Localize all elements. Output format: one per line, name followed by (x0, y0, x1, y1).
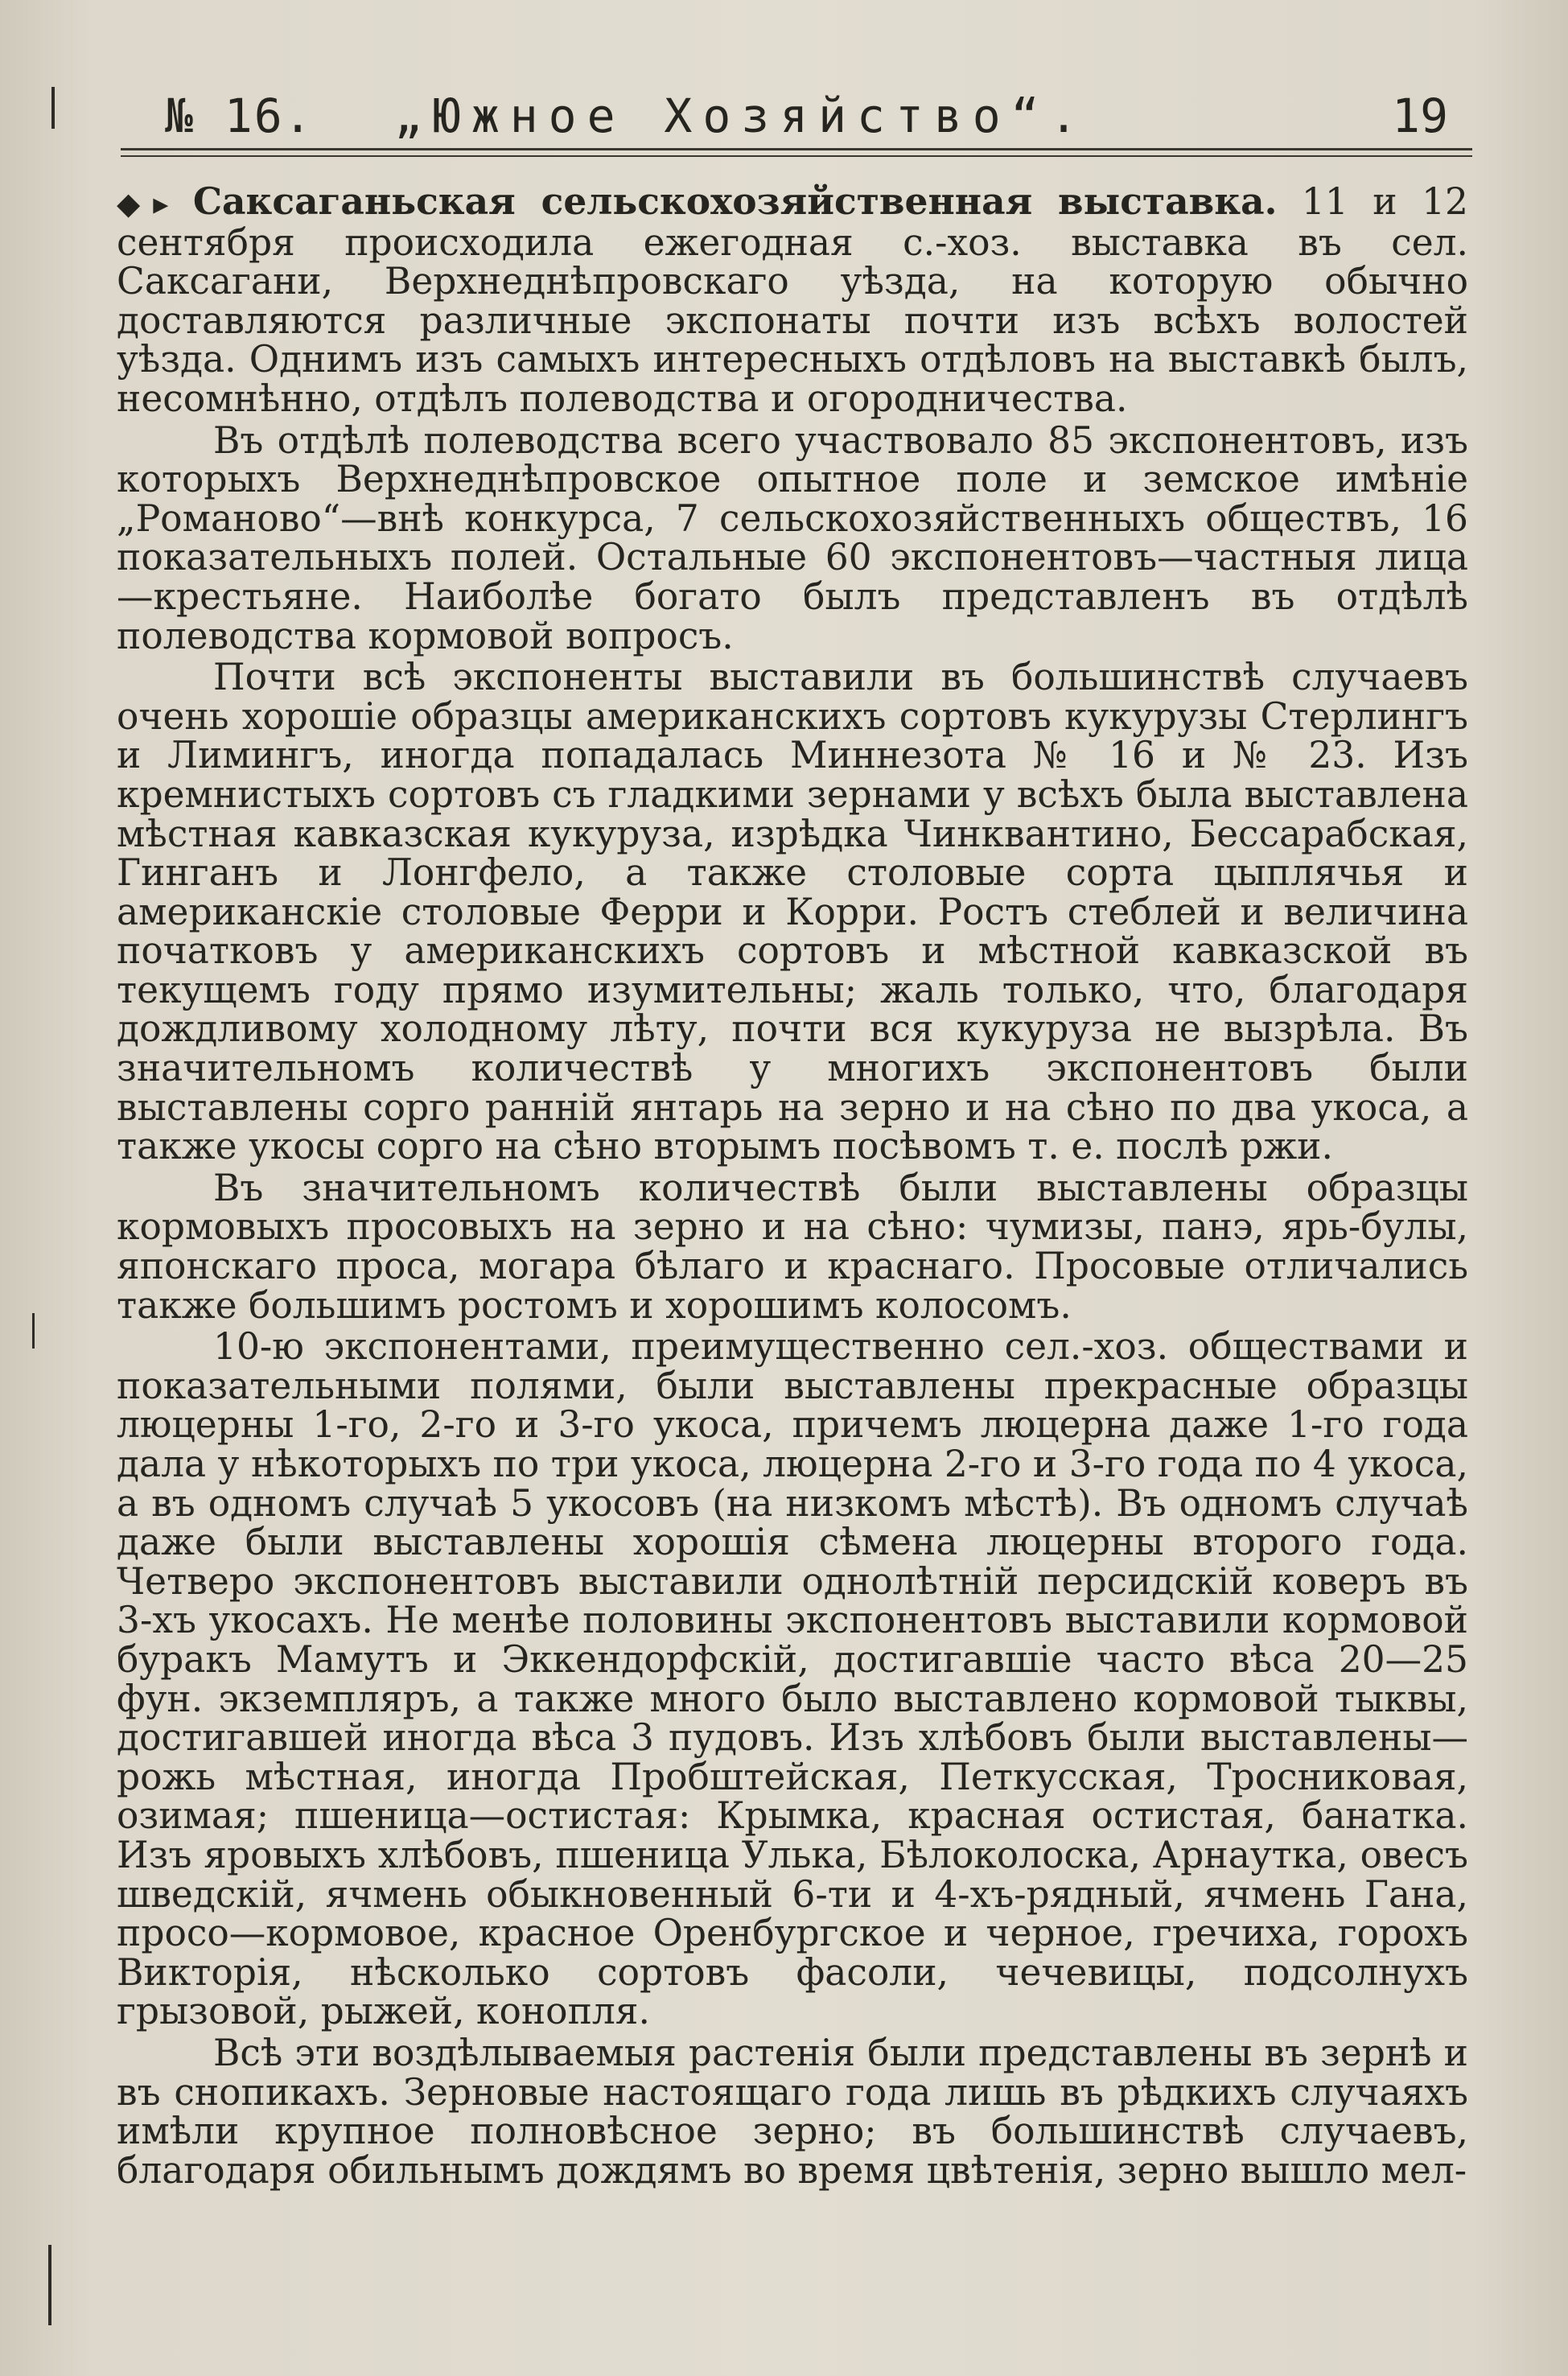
article-lead-paragraph (117, 179, 1468, 420)
ornament-icon: ◆▸ (117, 185, 169, 221)
header-rule-double (121, 155, 1472, 157)
journal-title: „Южное Хозяйство“. (394, 89, 1089, 143)
running-header (121, 80, 1472, 145)
article-lead-text: 11 и 12 сентября происходила ежегодная с.-хоз. выставка въ сел. Саксагани, Верхнеднѣпровскаго уѣзда, на которую обычно доставляются различные экспонаты почти изъ всѣхъ волостей уѣзда. Однимъ изъ самыхъ интересныхъ отдѣловъ на выставкѣ былъ, несомнѣнно, отдѣлъ полеводства и огородничества. (117, 180, 1468, 420)
paragraph-grain: Всѣ эти воздѣлываемыя растенія были представлены въ зернѣ и въ снопикахъ. Зерновые настоящаго года лишь въ рѣдкихъ случаяхъ имѣли крупное полновѣсное зерно; въ большинствѣ случаевъ, благодаря обильнымъ дождямъ во время цвѣтенія, зерно вышло мел- (117, 2031, 1468, 2192)
page-number: 19 (1392, 89, 1448, 143)
header-rule (121, 148, 1472, 150)
margin-mark-middle (32, 1313, 35, 1349)
issue-number: № 16. (165, 89, 314, 143)
paragraph-field-crops: Въ отдѣлѣ полеводства всего участвовало 85 экспонентовъ, изъ которыхъ Верхнеднѣпровское опытное поле и земское имѣніе „Романово“—внѣ конкурса, 7 сельскохозяйственныхъ обществъ, 16 показательныхъ полей. Остальные 60 экспонентовъ—частныя лица—крестьяне. Наиболѣе богато былъ представленъ въ отдѣлѣ полеводства кормовой вопросъ. (117, 418, 1468, 657)
paragraph-alfalfa: 10-ю экспонентами, преимущественно сел.-хоз. обществами и показательными полями, были выставлены прекрасные образцы люцерны 1-го, 2-го и 3-го укоса, причемъ люцерна даже 1-го года дала у нѣкоторыхъ по три укоса, люцерна 2-го и 3-го года по 4 укоса, а въ одномъ случаѣ 5 укосовъ (на низкомъ мѣстѣ). Въ одномъ случаѣ даже были выставлены хорошія сѣмена люцерны второго года. Четверо экспонентовъ выставили однолѣтнiй персидскiй коверъ въ 3-хъ укосахъ. Не менѣе половины экспонентовъ выставили кормовой буракъ Мамутъ и Эккендорфскiй, достигавшіе часто вѣса 20—25 фун. экземпляръ, а также много было выставлено кормовой тыквы, достигавшей иногда вѣса 3 пудовъ. Изъ хлѣбовъ были выставлены—рожь мѣстная, иногда Пробштейская, Петкусская, Тросниковая, озимая; пшеница—остистая: Крымка, красная остистая, банатка. Изъ яровыхъ хлѣбовъ, пшеница Улька, Бѣлоколоска, Арнаутка, овесъ шведскiй, ячмень обыкновенный 6-ти и 4-хъ-рядный, ячмень Гана, просо—кормовое, красное Оренбургское и черное, гречиха, горохъ Викторія, нѣсколько сортовъ фасоли, чечевицы, подсолнухъ грызовой, рыжей, конопля. (117, 1325, 1468, 2033)
paragraph-millet: Въ значительномъ количествѣ были выставлены образцы кормовыхъ просовыхъ на зерно и на сѣно: чумизы, панэ, ярь-булы, японскаго проса, могара бѣлаго и краснаго. Просовые отличались также большимъ ростомъ и хорошимъ колосомъ. (117, 1166, 1468, 1327)
margin-mark-top (51, 87, 55, 129)
article-body (117, 179, 1468, 2192)
paragraph-corn: Почти всѣ экспоненты выставили въ большинствѣ случаевъ очень хорошіе образцы американскихъ сортовъ кукурузы Стерлингъ и Лимингъ, иногда попадалась Миннезота № 16 и № 23. Изъ кремнистыхъ сортовъ съ гладкими зернами у всѣхъ была выставлена мѣстная кавказская кукуруза, изрѣдка Чинквантино, Бессарабская, Гинганъ и Лонгфело, а также столовые сорта цыплячья и американскіе столовые Ферри и Корри. Ростъ стеблей и величина початковъ у американскихъ сортовъ и мѣстной кавказской въ текущемъ году прямо изумительны; жаль только, что, благодаря дождливому холодному лѣту, почти вся кукуруза не вызрѣла. Въ значительномъ количествѣ у многихъ экспонентовъ были выставлены сорго раннiй янтарь на зерно и на сѣно по два укоса, а также укосы сорго на сѣно вторымъ посѣвомъ т. е. послѣ ржи. (117, 656, 1468, 1168)
article-heading: Саксаганьская сельскохозяйственная выставка. (192, 179, 1278, 223)
margin-mark-bottom (48, 2245, 51, 2325)
